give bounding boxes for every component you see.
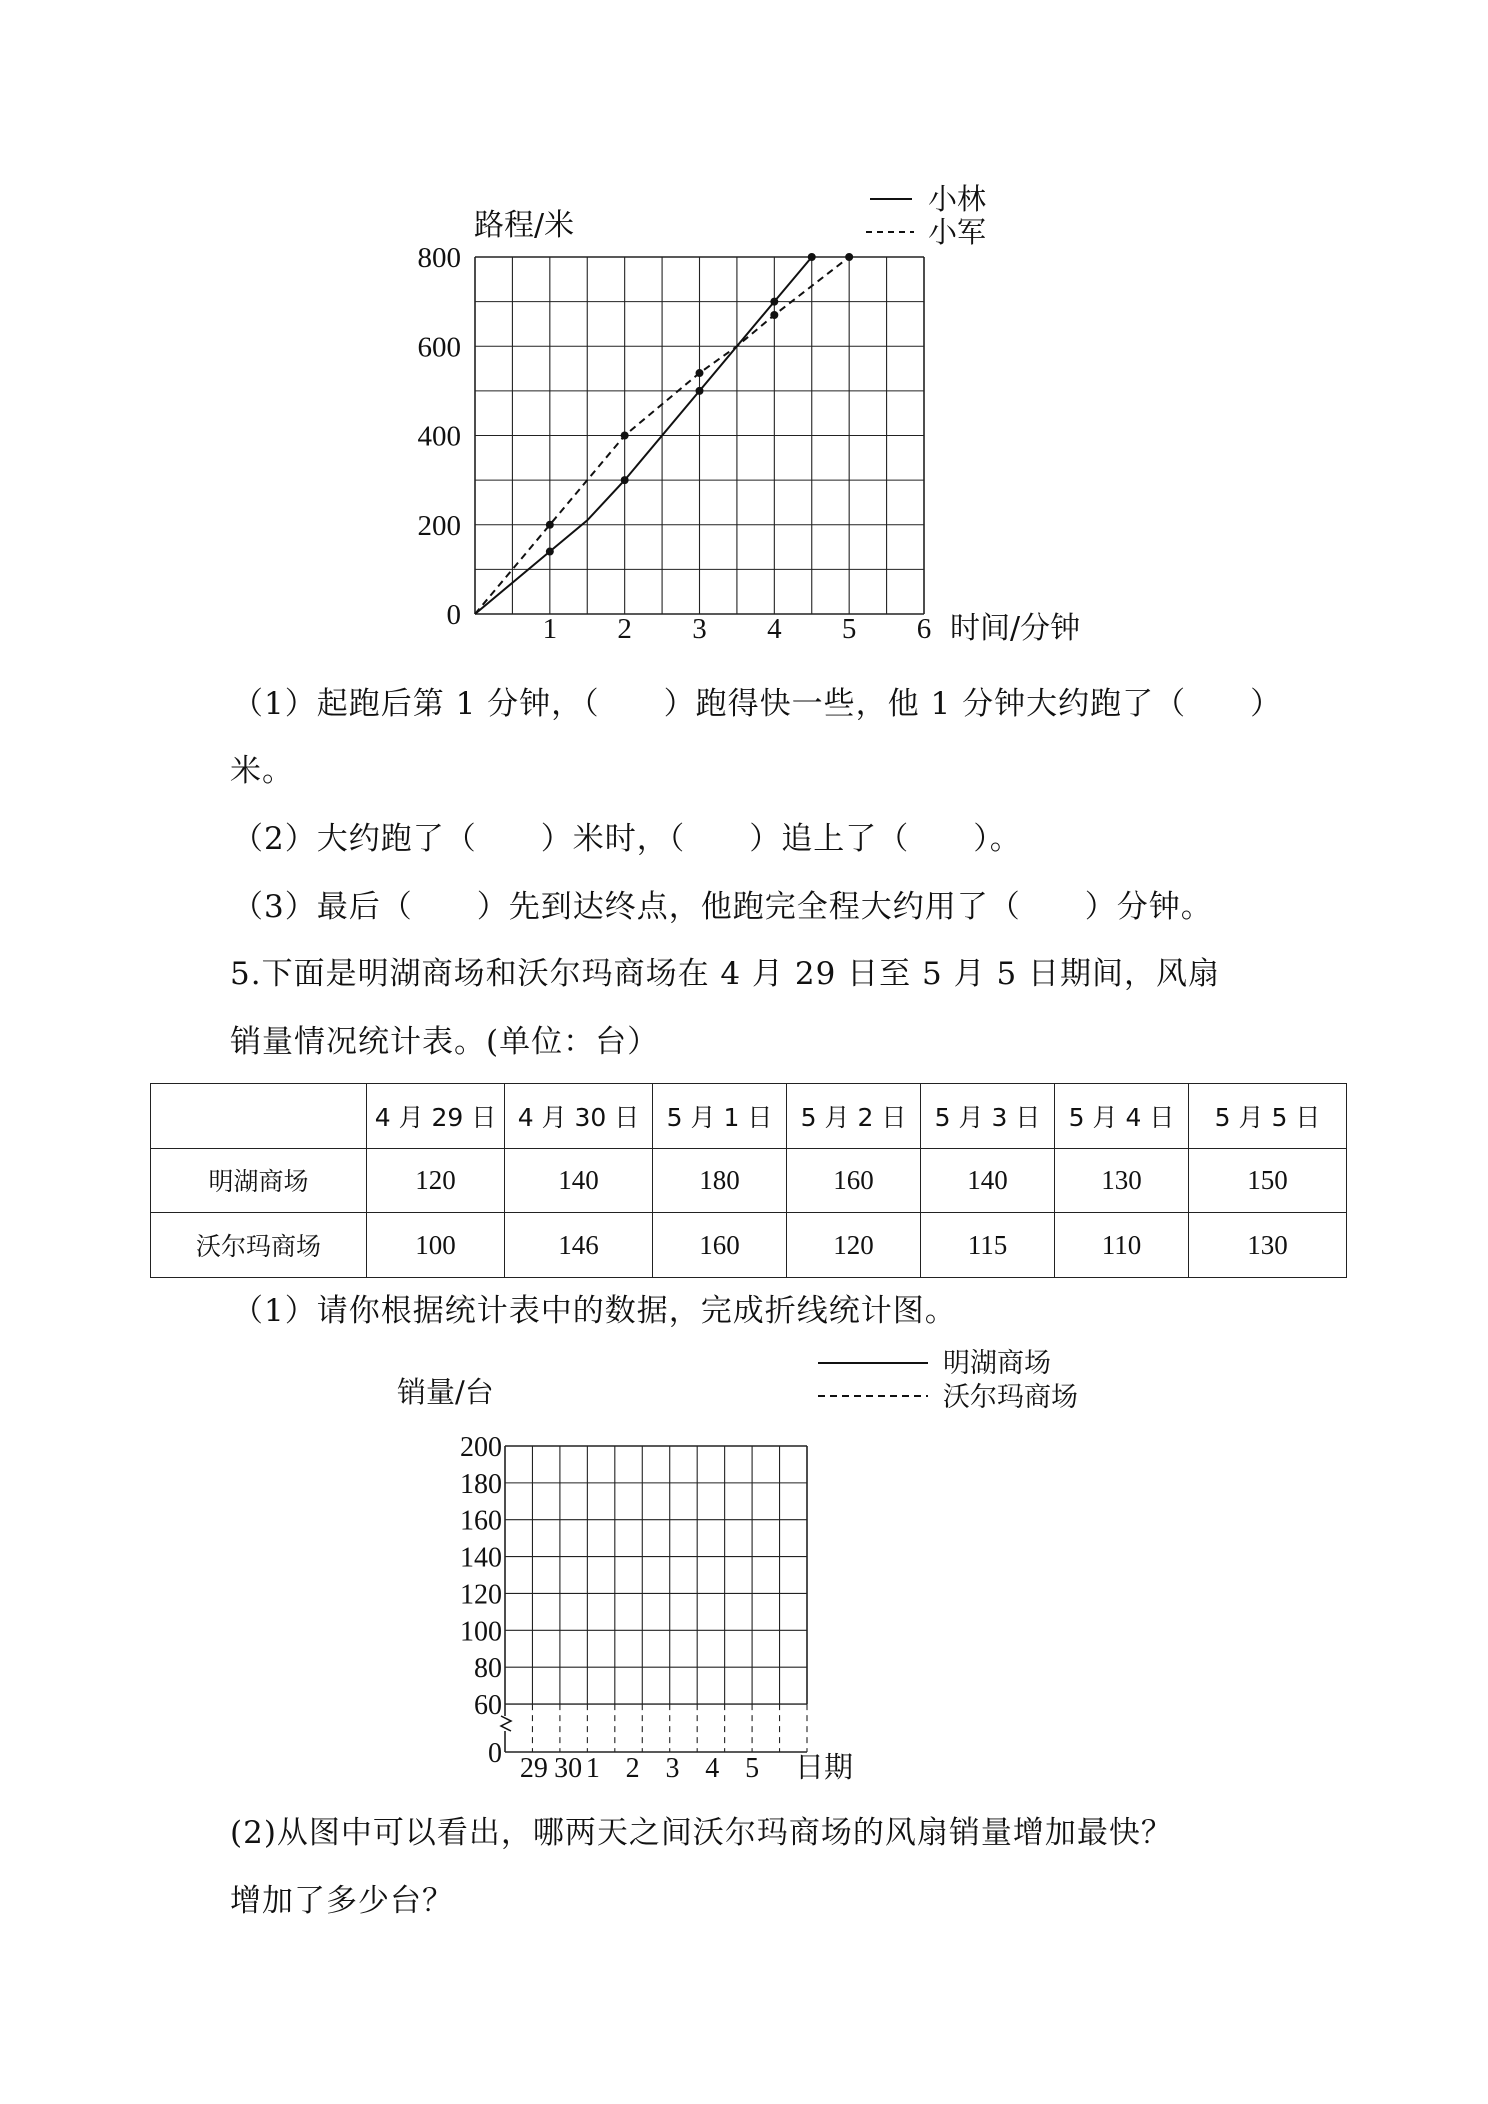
data-point <box>546 521 554 529</box>
x-tick-label: 2 <box>617 613 632 645</box>
x-tick-label: 1 <box>585 1753 600 1784</box>
data-point <box>546 548 554 556</box>
data-point <box>621 432 629 440</box>
table-row <box>151 1148 1347 1213</box>
table-cell: 110 <box>1055 1213 1189 1278</box>
question-3: （3）最后（ ）先到达终点，他跑完全程大约用了（ ）分钟。 <box>232 889 1213 925</box>
x-tick-label: 3 <box>692 613 707 645</box>
question-2: （2）大约跑了（ ）米时，（ ）追上了（ ）。 <box>232 821 1022 857</box>
problem-5-line-2: 销量情况统计表。(单位：台） <box>230 1024 660 1060</box>
problem-5-line-1: 5.下面是明湖商场和沃尔玛商场在 4 月 29 日至 5 月 5 日期间，风扇 <box>230 956 1221 992</box>
x-tick-label: 3 <box>665 1753 680 1784</box>
data-point <box>621 476 629 484</box>
table-header-row <box>151 1084 1347 1149</box>
table-cell: 120 <box>787 1213 921 1278</box>
table-header-cell: 5 月 5 日 <box>1189 1084 1347 1149</box>
row-label: 明湖商场 <box>151 1148 367 1213</box>
y-tick-label: 0 <box>488 1738 502 1769</box>
data-point <box>770 311 778 319</box>
y-tick-label: 140 <box>460 1542 502 1574</box>
table-row <box>151 1213 1347 1278</box>
table-cell: 120 <box>367 1148 505 1213</box>
table-cell: 160 <box>787 1148 921 1213</box>
y-tick-label: 160 <box>460 1505 502 1537</box>
x-tick-label: 1 <box>542 613 558 645</box>
data-point <box>845 253 853 261</box>
x-tick-label: 5 <box>745 1753 760 1784</box>
y-tick-label: 180 <box>460 1468 502 1500</box>
x-tick-label: 4 <box>705 1753 720 1784</box>
data-point <box>696 369 704 377</box>
legend-label-walmart: 沃尔玛商场 <box>943 1382 1078 1413</box>
y-tick-labels <box>460 1432 502 1769</box>
sub-question-2-line-1: (2)从图中可以看出，哪两天之间沃尔玛商场的风扇销量增加最快？ <box>230 1815 1173 1851</box>
grid <box>475 257 924 614</box>
table-header-cell: 5 月 1 日 <box>653 1084 787 1149</box>
y-tick-label: 60 <box>474 1690 502 1722</box>
question-1-line-2: 米。 <box>230 753 294 789</box>
y-axis-label: 路程/米 <box>474 208 575 243</box>
question-1-line-1: （1）起跑后第 1 分钟，（ ）跑得快一些，他 1 分钟大约跑了（ ） <box>232 686 1283 722</box>
data-point <box>770 298 778 306</box>
x-tick-labels <box>520 1753 759 1784</box>
table-cell: 130 <box>1055 1148 1189 1213</box>
table-cell: 146 <box>505 1213 653 1278</box>
legend-label-xiaolin: 小林 <box>928 182 987 216</box>
y-tick-label: 400 <box>417 420 461 453</box>
sales-table <box>150 1083 1347 1278</box>
y-tick-label: 800 <box>417 242 461 274</box>
sub-question-2-line-2: 增加了多少台？ <box>230 1883 454 1919</box>
table-header-cell: 5 月 3 日 <box>921 1084 1055 1149</box>
table-cell: 115 <box>921 1213 1055 1278</box>
y-tick-label: 120 <box>460 1579 502 1611</box>
y-tick-label: 0 <box>446 599 461 631</box>
data-point <box>696 387 704 395</box>
table-cell: 160 <box>653 1213 787 1278</box>
table-header-cell: 5 月 2 日 <box>787 1084 921 1149</box>
x-tick-labels <box>543 613 932 645</box>
x-tick-label: 6 <box>916 613 932 645</box>
data-point <box>808 253 816 261</box>
table-cell: 150 <box>1189 1148 1347 1213</box>
distance-time-chart <box>0 0 1488 660</box>
axis-break-mark <box>501 1716 511 1731</box>
legend-label-xiaojun: 小军 <box>928 215 987 249</box>
y-tick-label: 80 <box>474 1653 502 1685</box>
x-tick-label: 30 <box>554 1753 583 1784</box>
y-tick-labels <box>418 242 462 631</box>
x-axis-label: 日期 <box>795 1750 854 1784</box>
table-header-cell: 4 月 30 日 <box>505 1084 653 1149</box>
table-header-cell: 4 月 29 日 <box>367 1084 505 1149</box>
legend-label-minghu: 明湖商场 <box>943 1348 1051 1379</box>
x-tick-label: 2 <box>625 1753 640 1784</box>
table-cell: 140 <box>921 1148 1055 1213</box>
grid <box>505 1446 807 1752</box>
y-tick-label: 600 <box>417 331 461 364</box>
x-axis-label: 时间/分钟 <box>950 611 1081 646</box>
series-group <box>475 253 853 614</box>
sales-line-chart-blank <box>0 1320 1488 1800</box>
x-tick-label: 5 <box>841 613 857 645</box>
x-tick-label: 4 <box>767 613 782 645</box>
y-tick-label: 200 <box>417 509 461 542</box>
table-cell: 180 <box>653 1148 787 1213</box>
table-cell: 130 <box>1189 1213 1347 1278</box>
table-cell: 140 <box>505 1148 653 1213</box>
y-tick-label: 100 <box>460 1616 502 1648</box>
table-corner-cell <box>151 1084 367 1149</box>
y-axis-label: 销量/台 <box>397 1375 494 1409</box>
sub-question-1: （1）请你根据统计表中的数据，完成折线统计图。 <box>232 1293 957 1329</box>
table-header-cell: 5 月 4 日 <box>1055 1084 1189 1149</box>
table-cell: 100 <box>367 1213 505 1278</box>
y-tick-label: 200 <box>460 1432 502 1463</box>
x-tick-label: 29 <box>519 1753 548 1784</box>
row-label: 沃尔玛商场 <box>151 1213 367 1278</box>
